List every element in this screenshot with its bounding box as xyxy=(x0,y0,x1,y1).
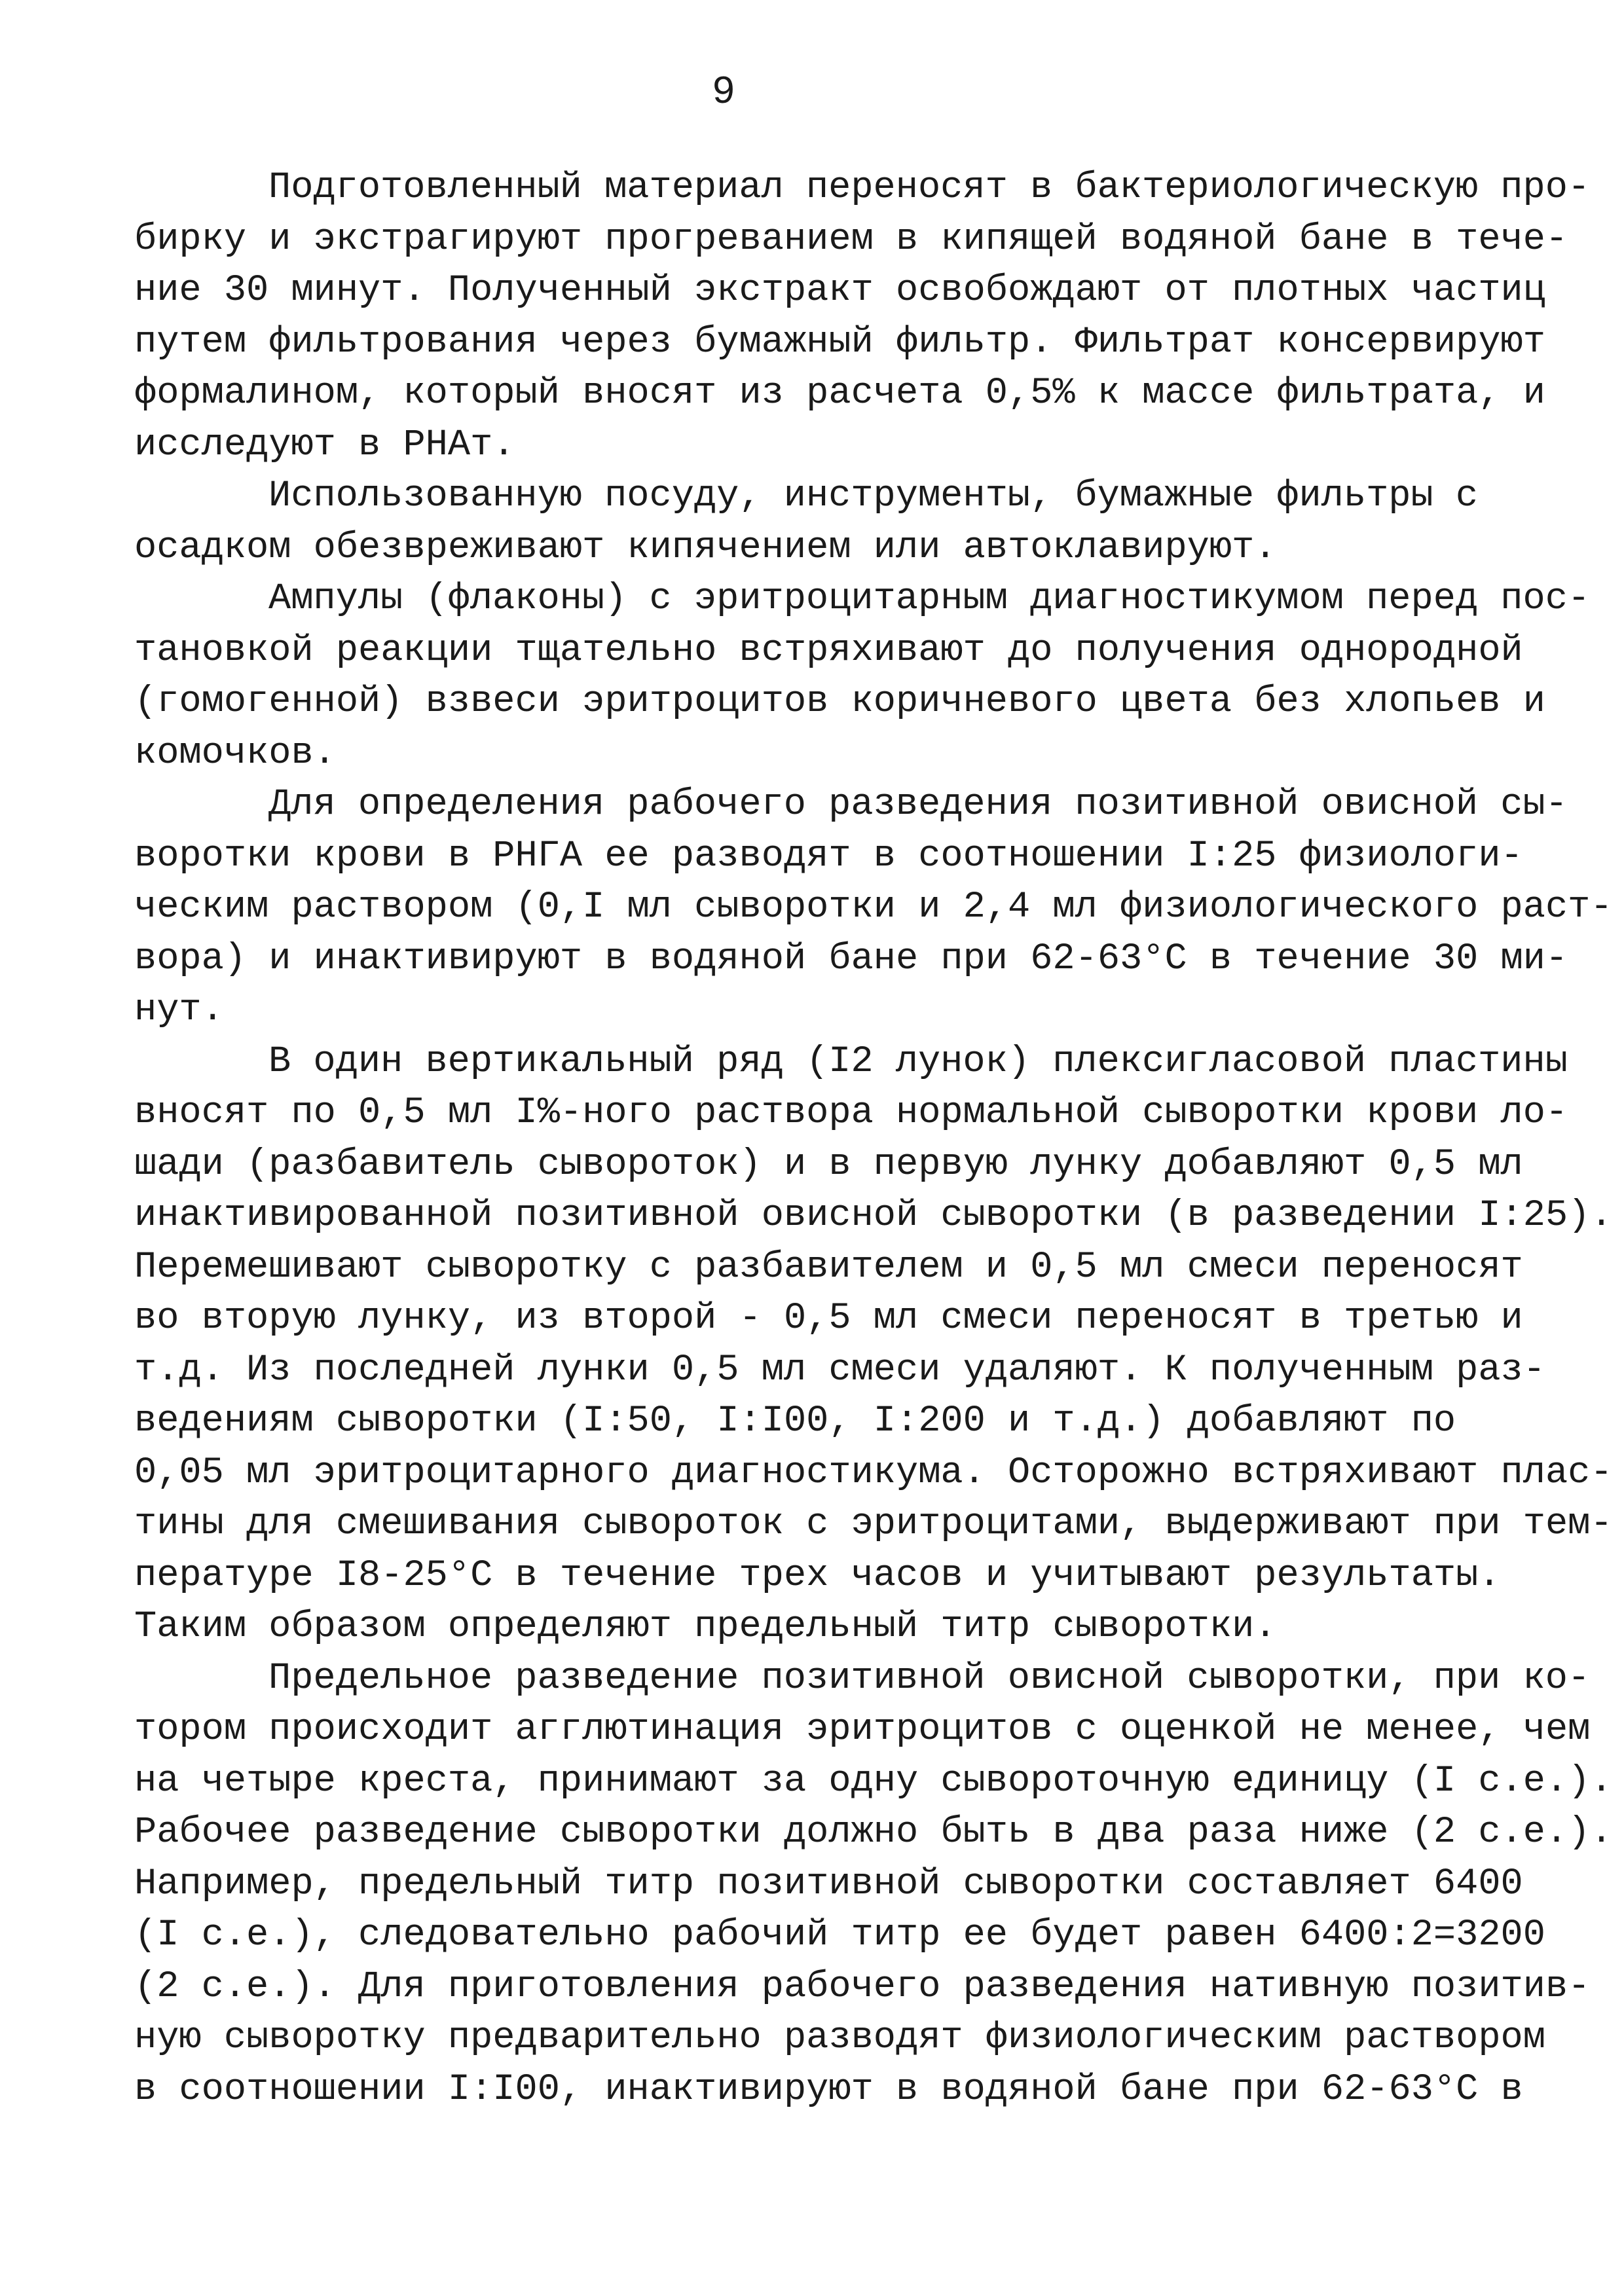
text-line: (I с.е.), следовательно рабочий титр ее будет равен 6400:2=3200 xyxy=(134,1914,1545,1956)
text-line: инактивированной позитивной овисной сыворотки (в разведении I:25). xyxy=(134,1195,1613,1237)
text-line: нут. xyxy=(134,989,224,1031)
text-line: ведениям сыворотки (I:50, I:I00, I:200 и т.д.) добавляют по xyxy=(134,1400,1456,1442)
paragraph xyxy=(134,574,1591,779)
paragraph xyxy=(134,1036,1613,1653)
text-line: 0,05 мл эритроцитарного диагностикума. Осторожно встряхивают плас- xyxy=(134,1451,1613,1494)
text-line: тины для смешивания сывороток с эритроцитами, выдерживают при тем- xyxy=(134,1503,1613,1545)
paragraph xyxy=(134,471,1532,574)
text-line: ческим раствором (0,I мл сыворотки и 2,4 мл физиологического раст- xyxy=(134,886,1613,928)
paragraph xyxy=(134,779,1613,1036)
text-line: Подготовленный материал переносят в бактериологическую про- xyxy=(268,167,1591,209)
text-line: т.д. Из последней лунки 0,5 мл смеси удаляют. К полученным раз- xyxy=(134,1349,1545,1391)
text-line: шади (разбавитель сывороток) и в первую лунку добавляют 0,5 мл xyxy=(134,1143,1523,1186)
text-line: пературе I8-25°C в течение трех часов и учитывают результаты. xyxy=(134,1554,1501,1597)
text-line: вора) и инактивируют в водяной бане при 62-63°C в течение 30 ми- xyxy=(134,938,1568,980)
text-line: вносят по 0,5 мл I%-ного раствора нормальной сыворотки крови ло- xyxy=(134,1092,1568,1134)
text-line: тором происходит агглютинация эритроцитов с оценкой не менее, чем xyxy=(134,1709,1591,1751)
text-line: Перемешивают сыворотку с разбавителем и 0,5 мл смеси переносят xyxy=(134,1246,1523,1288)
text-line: осадком обезвреживают кипячением или автоклавируют. xyxy=(134,526,1277,569)
text-line: путем фильтрования через бумажный фильтр. Фильтрат консервируют xyxy=(134,321,1545,363)
text-line: Использованную посуду, инструменты, бумажные фильтры с xyxy=(268,475,1479,517)
text-line: Для определения рабочего разведения позитивной овисной сы- xyxy=(268,784,1568,826)
paragraph xyxy=(134,162,1591,471)
page-number: 9 xyxy=(711,71,735,115)
text-line: Предельное разведение позитивной овисной сыворотки, при ко- xyxy=(268,1657,1591,1700)
text-line: ную сыворотку предварительно разводят физиологическим раствором xyxy=(134,2017,1545,2059)
text-line: Например, предельный титр позитивной сыворотки составляет 6400 xyxy=(134,1863,1523,1905)
text-line: исследуют в РНАт. xyxy=(134,424,515,466)
paragraph xyxy=(134,1653,1613,2116)
text-line: (гомогенной) взвеси эритроцитов коричневого цвета без хлопьев и xyxy=(134,681,1545,723)
text-line: воротки крови в РНГА ее разводят в соотношении I:25 физиологи- xyxy=(134,835,1523,877)
text-line: Ампулы (флаконы) с эритроцитарным диагностикумом перед пос- xyxy=(268,578,1591,620)
text-line: ние 30 минут. Полученный экстракт освобождают от плотных частиц xyxy=(134,270,1545,312)
text-line: комочков. xyxy=(134,732,336,774)
text-line: В один вертикальный ряд (I2 лунок) плексигласовой пластины xyxy=(268,1040,1568,1083)
text-line: Рабочее разведение сыворотки должно быть в два раза ниже (2 с.е.). xyxy=(134,1812,1613,1853)
text-line: бирку и экстрагируют прогреванием в кипящей водяной бане в тече- xyxy=(134,218,1568,261)
text-line: Таким образом определяют предельный титр сыворотки. xyxy=(134,1606,1277,1648)
text-line: (2 с.е.). Для приготовления рабочего разведения нативную позитив- xyxy=(134,1965,1591,2008)
text-line: на четыре креста, принимают за одну сывороточную единицу (I с.е.). xyxy=(134,1760,1613,1802)
body-text xyxy=(134,162,1613,2115)
text-line: в соотношении I:I00, инактивируют в водяной бане при 62-63°C в xyxy=(134,2068,1523,2111)
text-line: во вторую лунку, из второй - 0,5 мл смеси переносят в третью и xyxy=(134,1298,1523,1339)
text-line: формалином, который вносят из расчета 0,5% к массе фильтрата, и xyxy=(134,373,1545,414)
text-line: тановкой реакции тщательно встряхивают до получения однородной xyxy=(134,629,1523,672)
